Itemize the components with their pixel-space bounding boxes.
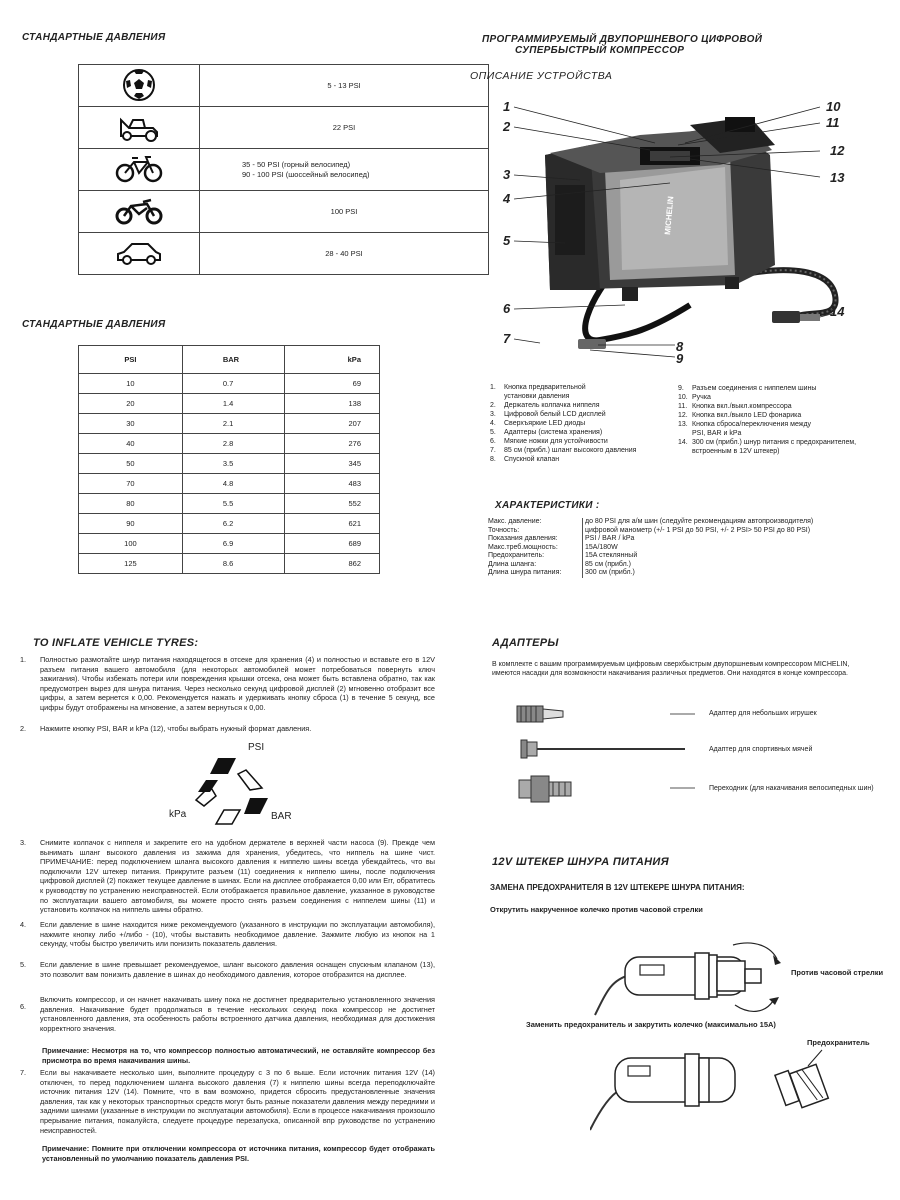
- note-2: Примечание: Помните при отключении компрессора от источника питания, компрессор будет отображать установленный по умолчанию показатель давления PSI.: [42, 1144, 435, 1163]
- spec-row: [486, 535, 815, 544]
- needle-adapter-icon: [521, 740, 685, 758]
- spec-key: Предохранитель:: [486, 552, 583, 561]
- parts-list-right: [678, 384, 893, 456]
- cell-kpa: 621: [284, 514, 379, 534]
- part-item: [678, 393, 893, 402]
- spec-value: до 80 PSI для а/м шин (следуйте рекомендациям автопроизводителя): [585, 518, 814, 525]
- plug-step1: Открутить накрученное колечко против часовой стрелки: [490, 905, 703, 914]
- cell-kpa: 69: [284, 374, 379, 394]
- part-text: Кнопка сброса/переключения между: [692, 421, 812, 428]
- table-row: [79, 191, 489, 233]
- part-item: [490, 437, 680, 446]
- pressure-value: 100 PSI: [200, 191, 489, 233]
- part-item: [490, 419, 680, 428]
- cell-bar: 2.1: [182, 414, 284, 434]
- table-row: [79, 149, 489, 191]
- spec-value: 300 см (прибл.): [585, 569, 635, 576]
- part-number: [678, 429, 692, 438]
- table-row: [79, 414, 380, 434]
- device-title-line1: ПРОГРАММИРУЕМЫЙ ДВУПОРШНЕВОГО ЦИФРОВОЙ: [482, 34, 763, 45]
- device-title-line2: СУПЕРБЫСТРЫЙ КОМПРЕССОР: [515, 45, 685, 56]
- part-item: [678, 438, 893, 447]
- spec-key: Длина шнура питания:: [486, 569, 583, 578]
- part-text: Кнопка предварительной: [504, 384, 586, 391]
- cycle-label-bar: BAR: [271, 811, 292, 822]
- note-1: Примечание: Несмотря на то, что компрессор полностью автоматический, не оставляйте компрессор без присмотра во время накачивания шины.: [42, 1046, 435, 1065]
- part-item: [678, 384, 893, 393]
- part-item: [678, 447, 893, 456]
- part-text: Сверхъяркие LED диоды: [504, 420, 586, 427]
- callout-2: 2: [503, 119, 511, 134]
- part-item: [490, 383, 680, 392]
- callout-7: 7: [503, 331, 511, 346]
- part-item: [678, 429, 893, 438]
- inflate-title: TO INFLATE VEHICLE TYRES:: [33, 637, 199, 649]
- adapters-intro: В комплекте с вашим программируемым цифровым сверхбыстрым двупоршневым компрессором MICHELIN, имеются насадки для возможности накачивания различных предметов. Они находятся в конце компрессора.: [492, 661, 850, 677]
- part-text: Ручка: [692, 394, 711, 401]
- part-text: установки давления: [504, 393, 570, 400]
- compressor-diagram: [490, 95, 870, 375]
- step-6: 6. Включить компрессор, и он начнет накачивать шину пока не достигнет предварительно установленного значения давления. Накачивание будет продолжаться в течение нескольких секунд пока компрессор не достигнет установленного давления, эта особенность работы встроенного датчика давления, необходимая для достижения корректного значения.: [20, 995, 435, 1033]
- callout-14: 14: [830, 304, 845, 319]
- callout-1: 1: [503, 99, 511, 114]
- cell-bar: 8.6: [182, 554, 284, 574]
- part-number: 9.: [678, 385, 684, 392]
- bicycle-icon: [79, 149, 200, 191]
- lawnmower-icon: [79, 107, 200, 149]
- bicycle-valve-adapter-icon: [519, 776, 571, 802]
- plug-subtitle: ЗАМЕНА ПРЕДОХРАНИТЕЛЯ В 12V ШТЕКЕРЕ ШНУРА ПИТАНИЯ:: [490, 883, 745, 892]
- pressure-value-road: 90 - 100 PSI (шоссейный велосипед): [242, 169, 370, 179]
- part-item: [678, 411, 893, 420]
- cell-bar: 6.2: [182, 514, 284, 534]
- table-row: [79, 534, 380, 554]
- part-item: [490, 428, 680, 437]
- cell-psi: 90: [79, 514, 183, 534]
- part-number: 12.: [678, 412, 688, 419]
- cell-kpa: 862: [284, 554, 379, 574]
- cell-psi: 125: [79, 554, 183, 574]
- spec-row: [486, 552, 815, 561]
- cell-kpa: 207: [284, 414, 379, 434]
- spec-value: 85 см (прибл.): [585, 560, 631, 568]
- part-number: 7.: [490, 447, 496, 454]
- spec-value: цифровой манометр (+/- 1 PSI до 50 PSI, +/- 2 PSI> 50 PSI до 80 PSI): [585, 526, 811, 534]
- part-item: [490, 446, 680, 455]
- adapter-label-toys: Адаптер для небольших игрушек: [709, 710, 817, 717]
- cell-kpa: 276: [284, 434, 379, 454]
- callout-11: 11: [826, 115, 840, 130]
- cell-psi: 100: [79, 534, 183, 554]
- cell-bar: 2.8: [182, 434, 284, 454]
- part-text: Мягкие ножки для устойчивости: [504, 438, 608, 445]
- part-text: Кнопка вкл./выкло LED фонарика: [692, 412, 802, 419]
- spec-key: Макс.треб.мощность:: [486, 544, 583, 553]
- sport-pressure-table: [78, 64, 489, 275]
- spec-row: [486, 561, 815, 570]
- step-2: 2. Нажмите кнопку PSI, BAR и kPa (12), чтобы выбрать нужный формат давления.: [20, 724, 312, 733]
- ball-icon: [79, 65, 200, 107]
- adapter-label-balls: Адаптер для спортивных мячей: [709, 746, 813, 753]
- part-text: PSI, BAR и kPa: [692, 430, 742, 437]
- parts-list-left: [490, 383, 680, 464]
- conversion-title: СТАНДАРТНЫЕ ДАВЛЕНИЯ: [22, 319, 166, 330]
- table-row: [79, 454, 380, 474]
- table-row: [79, 554, 380, 574]
- cycle-label-kpa: kPa: [169, 809, 187, 820]
- fuse-label: Предохранитель: [807, 1038, 870, 1047]
- part-text: Кнопка вкл./выкл.компрессора: [692, 403, 792, 410]
- callout-9: 9: [676, 351, 684, 366]
- spec-value: 15A/180W: [585, 543, 618, 551]
- step-7: 7. Если вы накачиваете несколько шин, выполните процедуру с 3 по 6 выше. Если источник питания 12V (14) отключен, то перед подключением шланга высокого давления (7) к ниппелю шины всегда переподключайте источник питания 12V (14). Помните, что в вам возможно, придется сбросить предустановленные значения давления, так как у некоторых транспортных средств могут быть разные показатели давления между передними и задними шинами (указанные в инструкции по эксплуатации автомобиля). Если в процессе накачивания произошло прерывание питания, пожалуйста, следуете процедуре перезапуска, описанной впр руководстве по устранению неисправностей.: [20, 1068, 435, 1135]
- motorcycle-icon: [79, 191, 200, 233]
- pressure-value: 22 PSI: [200, 107, 489, 149]
- brand-label: MICHELIN: [663, 195, 676, 236]
- part-number: 13.: [678, 421, 688, 428]
- cell-bar: 0.7: [182, 374, 284, 394]
- cell-kpa: 345: [284, 454, 379, 474]
- callout-4: 4: [503, 191, 511, 206]
- part-text: 85 см (прибл.) шланг высокого давления: [504, 447, 637, 454]
- cell-psi: 30: [79, 414, 183, 434]
- adapters-title: АДАПТЕРЫ: [492, 637, 559, 649]
- cell-kpa: 483: [284, 474, 379, 494]
- table-row: [79, 65, 489, 107]
- part-number: 14.: [678, 439, 688, 446]
- part-number: 2.: [490, 402, 496, 409]
- pressure-value-mtb: 35 - 50 PSI (горный велосипед): [242, 159, 351, 169]
- table-row: [79, 494, 380, 514]
- fuse-icon: [775, 1064, 828, 1107]
- part-text: Цифровой белый LCD дисплей: [504, 411, 606, 418]
- spec-row: [486, 544, 815, 553]
- cell-psi: 80: [79, 494, 183, 514]
- cell-psi: 10: [79, 374, 183, 394]
- part-number: [678, 447, 692, 456]
- cell-bar: 5.5: [182, 494, 284, 514]
- pressure-value: [200, 149, 489, 191]
- header-bar: BAR: [182, 346, 284, 374]
- part-number: 10.: [678, 394, 688, 401]
- pressure-value: 28 - 40 PSI: [200, 233, 489, 275]
- part-number: 6.: [490, 438, 496, 445]
- step-3: 3. Снимите колпачок с ниппеля и закрепите его на удобном держателе в верхней части насоса (9). Прежде чем вынимать шланг высокого давления из зажима для хранения, убедитесь, что ниппель на шине чист. ПРИМЕЧАНИЕ: перед подключением шланга высокого давления к ниппелю шины всегда убеждайтесь, что вы подключили 12V штекер питания. Прикрутите разъем (11) соединения к ниппелю шины, после подключения цифровой дисплей (2) покажет текущее давление в шинах. Если на дисплее отображается 0,00 или Err, обратитесь к руководству по устранению неисправностей. Если отображается правильное давление, указанное в руководстве по эксплуатации вашего автомобиля, вы можете просто снять разъем соединения с ниппелем шины (11) и установить колпачок на ниппель шины обратно.: [20, 838, 435, 915]
- adapter-label-bicycle: Переходник (для накачивания велосипедных шин): [709, 785, 874, 792]
- spec-row: [486, 518, 815, 527]
- step-4: 4. Если давление в шине находится ниже рекомендуемого (указанного в инструкции по эксплуатации автомобиля), нажмите кнопку либо +/либо - (10), чтобы выставить необходимое давление. Зажмите любую из кнопок на 1 секунду, чтобы быстро увеличить или понизить показатель давления.: [20, 920, 435, 949]
- device-subtitle: ОПИСАНИЕ УСТРОЙСТВА: [470, 70, 613, 82]
- cell-bar: 4.8: [182, 474, 284, 494]
- specs-title: ХАРАКТЕРИСТИКИ :: [495, 500, 600, 511]
- specs-table: [486, 518, 815, 578]
- cell-psi: 20: [79, 394, 183, 414]
- table-header-row: [79, 346, 380, 374]
- part-number: 1.: [490, 384, 496, 391]
- cell-psi: 50: [79, 454, 183, 474]
- header-kpa: kPa: [284, 346, 379, 374]
- part-text: Разъем соединения с ниппелем шины: [692, 385, 817, 392]
- table-row: [79, 374, 380, 394]
- cell-kpa: 138: [284, 394, 379, 414]
- callout-12: 12: [830, 143, 845, 158]
- part-number: 5.: [490, 429, 496, 436]
- step-1: 1. Полностью размотайте шнур питания находящегося в отсеке для хранения (4) и полностью и вставьте его в 12V разъем питания вашего автомобиля (для некоторых автомобилей может потребоваться повернуть ключ зажигания). Чтобы избежать потери или повреждения крышки отсека, она может быть вставлена обратно, так как предусмотрен вырез для шнура питания. Через несколько секунд цифровой дисплей (2) мгновенно отобразит все цифры, а затем вернется к 0,00. Рекомендуется нажать и удерживать кнопку сброса (1) в течение 5 секунд, все цифры будут отображены на мгновение, а затем вернуться к 0,00.: [20, 655, 435, 712]
- spec-key: Точность:: [486, 527, 583, 536]
- cell-kpa: 552: [284, 494, 379, 514]
- part-text: встроенным в 12V штекер): [692, 448, 780, 455]
- cell-psi: 70: [79, 474, 183, 494]
- cell-bar: 6.9: [182, 534, 284, 554]
- part-text: Спускной клапан: [504, 456, 560, 463]
- plug-step2: Заменить предохранитель и закрутить колечко (максимально 15A): [526, 1020, 776, 1029]
- part-text: Адаптеры (система хранения): [504, 429, 603, 436]
- cell-bar: 3.5: [182, 454, 284, 474]
- part-item: [678, 420, 893, 429]
- callout-5: 5: [503, 233, 511, 248]
- car-icon: [79, 233, 200, 275]
- part-number: 11.: [678, 403, 688, 410]
- part-item: [490, 410, 680, 419]
- callout-6: 6: [503, 301, 511, 316]
- cell-bar: 1.4: [182, 394, 284, 414]
- small-toy-adapter-icon: [517, 706, 563, 722]
- callout-10: 10: [826, 99, 841, 114]
- spec-row: [486, 527, 815, 536]
- table-row: [79, 107, 489, 149]
- table-row: [79, 233, 489, 275]
- pressure-value: 5 - 13 PSI: [200, 65, 489, 107]
- part-number: 4.: [490, 420, 496, 427]
- adapters-illustration: [515, 700, 695, 810]
- spec-row: [486, 569, 815, 578]
- table-row: [79, 394, 380, 414]
- step-5: 5. Если давление в шине превышает рекомендуемое, шланг высокого давления оснащен спускным клапаном (13), это позволит вам понизить давление в шинах до необходимого давления, которое отобразится на дисплее.: [20, 960, 435, 979]
- plug-illustration-2: [590, 1040, 850, 1140]
- spec-value: PSI / BAR / kPa: [585, 535, 635, 542]
- header-psi: PSI: [79, 346, 183, 374]
- part-text: 300 см (прибл.) шнур питания с предохранителем,: [692, 439, 857, 446]
- cell-psi: 40: [79, 434, 183, 454]
- spec-key: Длина шланга:: [486, 561, 583, 570]
- callout-8: 8: [676, 339, 684, 354]
- part-item: [490, 455, 680, 464]
- part-item: [678, 402, 893, 411]
- std-pressure-title: СТАНДАРТНЫЕ ДАВЛЕНИЯ: [22, 32, 166, 43]
- part-item: [490, 392, 680, 401]
- part-number: 8.: [490, 456, 496, 463]
- part-text: Держатель колпачка ниппеля: [504, 402, 600, 409]
- plug-title: 12V ШТЕКЕР ШНУРА ПИТАНИЯ: [492, 856, 669, 868]
- ccw-label: Против часовой стрелки: [791, 968, 884, 977]
- spec-key: Показания давления:: [486, 535, 583, 544]
- plug-illustration-1: [585, 935, 815, 1025]
- table-row: [79, 434, 380, 454]
- table-row: [79, 474, 380, 494]
- cell-kpa: 689: [284, 534, 379, 554]
- cycle-label-psi: PSI: [248, 742, 265, 753]
- spec-key: Макс. давление:: [486, 518, 583, 527]
- callout-3: 3: [503, 167, 511, 182]
- table-row: [79, 514, 380, 534]
- callout-13: 13: [830, 170, 845, 185]
- spec-value: 15A стеклянный: [585, 552, 638, 559]
- part-number: [490, 392, 504, 401]
- part-item: [490, 401, 680, 410]
- conversion-table: [78, 345, 380, 574]
- part-number: 3.: [490, 411, 496, 418]
